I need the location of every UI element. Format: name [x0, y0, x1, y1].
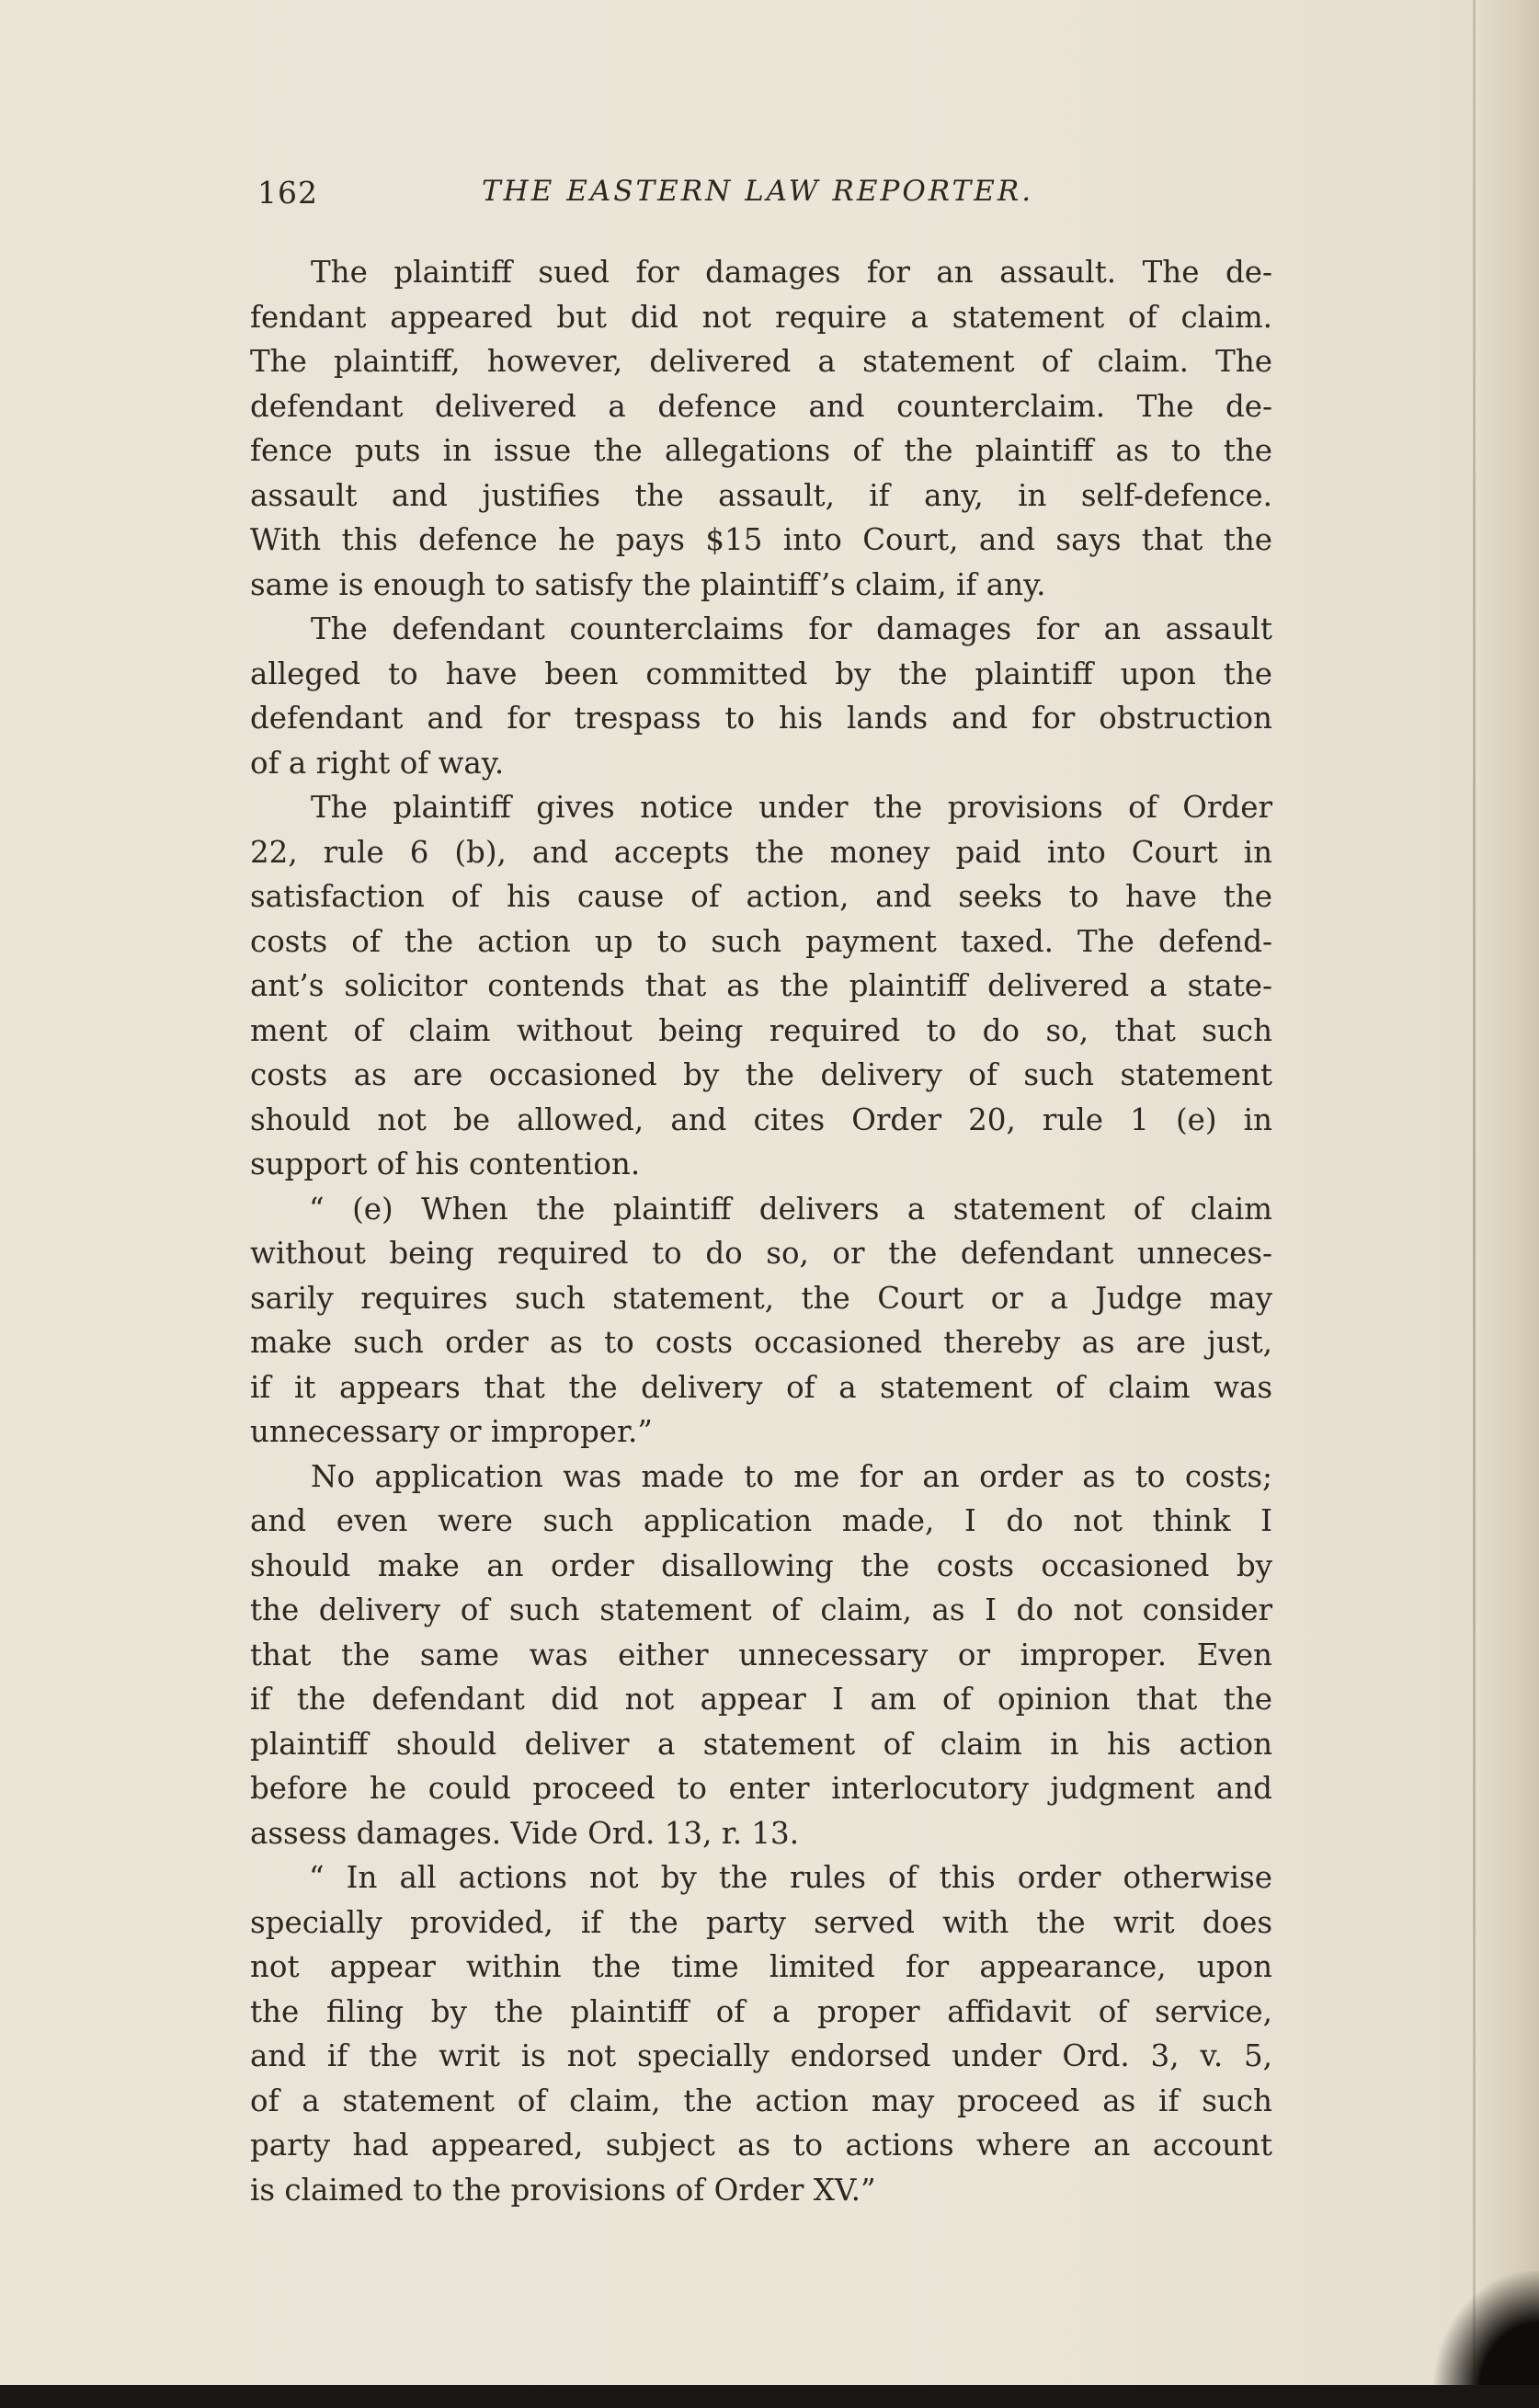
- text-line: unnecessary or improper.”: [250, 1414, 653, 1449]
- paragraph: [250, 1455, 1272, 1856]
- text-line: same is enough to satisfy the plaintiff’s claim, if any.: [250, 566, 1046, 602]
- text-line: The plaintiff, however, delivered a statement of claim. The: [250, 344, 1272, 379]
- text-line: “ In all actions not by the rules of this order otherwise: [309, 1860, 1272, 1895]
- text-line: the filing by the plaintiff of a proper affidavit of service,: [250, 1993, 1272, 2029]
- text-line: assess damages. Vide Ord. 13, r. 13.: [250, 1815, 800, 1851]
- text-line: specially provided, if the party served with the writ does: [250, 1904, 1272, 1940]
- text-line: 22, rule 6 (b), and accepts the money paid into Court in: [250, 834, 1272, 870]
- text-line: and even were such application made, I do not think I: [250, 1503, 1272, 1538]
- text-line: plaintiff should deliver a statement of claim in his action: [250, 1726, 1272, 1762]
- text-line: The plaintiff sued for damages for an assault. The de-: [311, 255, 1272, 290]
- text-line: if it appears that the delivery of a statement of claim was: [250, 1369, 1272, 1405]
- text-line: the delivery of such statement of claim, as I do not consider: [250, 1592, 1272, 1627]
- body-text: [250, 250, 1272, 2212]
- text-line: defendant delivered a defence and counterclaim. The de-: [250, 388, 1272, 424]
- text-line: alleged to have been committed by the plaintiff upon the: [250, 656, 1272, 691]
- text-line: not appear within the time limited for appearance, upon: [250, 1949, 1272, 1984]
- text-line: before he could proceed to enter interlocutory judgment and: [250, 1771, 1272, 1806]
- book-gutter: [1471, 0, 1539, 2408]
- running-title: THE EASTERN LAW REPORTER.: [482, 175, 1034, 208]
- page-edge-line: [1473, 0, 1476, 2408]
- block-quote: [250, 1187, 1272, 1455]
- text-line: With this defence he pays $15 into Court, and says that the: [250, 522, 1272, 557]
- scan-bottom-edge: [0, 2385, 1539, 2408]
- paragraph: [250, 785, 1272, 1187]
- paragraph: [250, 250, 1272, 607]
- text-line: party had appeared, subject as to actions where an account: [250, 2128, 1272, 2163]
- text-line: costs as are occasioned by the delivery of such statement: [250, 1057, 1272, 1092]
- text-line: No application was made to me for an order as to costs;: [311, 1458, 1272, 1494]
- text-line: and if the writ is not specially endorsed under Ord. 3, v. 5,: [250, 2038, 1272, 2073]
- text-line: fendant appeared but did not require a statement of claim.: [250, 299, 1272, 335]
- text-line: of a right of way.: [250, 745, 505, 781]
- page-header: [250, 164, 1271, 219]
- text-line: “ (e) When the plaintiff delivers a statement of claim: [309, 1191, 1272, 1227]
- text-line: should make an order disallowing the costs occasioned by: [250, 1547, 1272, 1583]
- page-corner-shadow: [1434, 2271, 1539, 2391]
- text-line: sarily requires such statement, the Court or a Judge may: [250, 1280, 1272, 1316]
- text-line: should not be allowed, and cites Order 20, rule 1 (e) in: [250, 1101, 1272, 1137]
- text-line: satisfaction of his cause of action, and seeks to have the: [250, 879, 1272, 914]
- text-line: assault and justifies the assault, if any, in self-defence.: [250, 477, 1272, 513]
- text-line: is claimed to the provisions of Order XV.”: [250, 2172, 876, 2208]
- paragraph: [250, 607, 1272, 785]
- text-line: costs of the action up to such payment taxed. The defend-: [250, 923, 1272, 959]
- text-line: The defendant counterclaims for damages for an assault: [311, 611, 1272, 646]
- text-line: ant’s solicitor contends that as the plaintiff delivered a state-: [250, 968, 1272, 1003]
- text-line: ment of claim without being required to do so, that such: [250, 1012, 1272, 1048]
- text-line: without being required to do so, or the defendant unneces-: [250, 1236, 1272, 1271]
- text-line: The plaintiff gives notice under the provisions of Order: [311, 790, 1272, 825]
- text-line: support of his contention.: [250, 1147, 641, 1181]
- block-quote: [250, 1855, 1272, 2212]
- text-line: make such order as to costs occasioned thereby as are just,: [250, 1325, 1272, 1360]
- text-line: that the same was either unnecessary or improper. Even: [250, 1637, 1272, 1672]
- text-line: defendant and for trespass to his lands and for obstruction: [250, 701, 1272, 736]
- text-line: fence puts in issue the allegations of the plaintiff as to the: [250, 433, 1272, 468]
- text-line: if the defendant did not appear I am of opinion that the: [250, 1682, 1272, 1717]
- page-number: 162: [257, 175, 318, 211]
- text-line: of a statement of claim, the action may proceed as if such: [250, 2083, 1272, 2118]
